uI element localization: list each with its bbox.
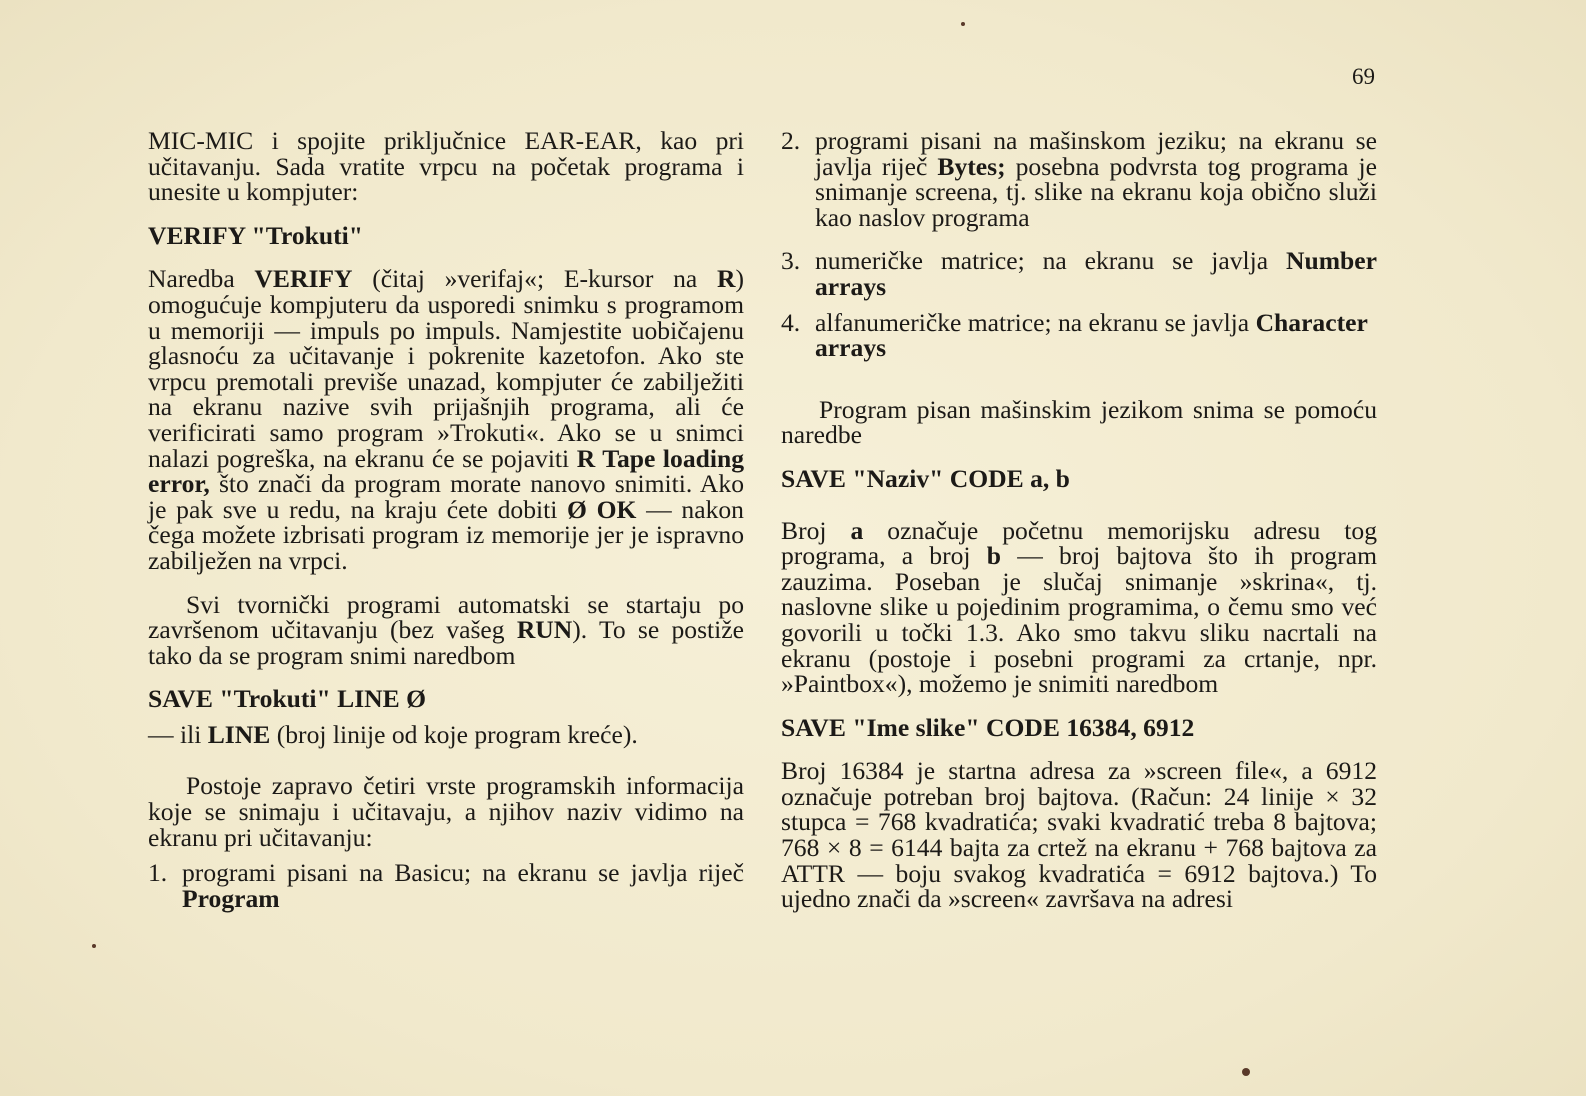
list-item: 1. programi pisani na Basicu; na ekranu se javlja riječ Program [148, 858, 744, 913]
list-item: 4. alfanumeričke matrice; na ekranu se javlja Character arrays [781, 307, 1368, 363]
command-verify: VERIFY "Trokuti" [148, 220, 363, 250]
command-save-code: SAVE "Naziv" CODE a, b [781, 463, 1070, 493]
list-item: 2. programi pisani na mašinskom jeziku; na ekranu se javlja riječ Bytes; posebna podvrsta tog programa je snimanje screena, tj. slike na ekranu koja obično služi kao naslov programa [781, 126, 1377, 232]
paragraph: Broj a označuje početnu memorijsku adresu tog programa, a broj b — broj bajtova što ih program zauzima. Poseban je slučaj snimanje »skrina«, tj. naslovne slike u pojedinim programima, o čemu smo već govorili u točki 1.3. Ako smo takvu sliku nacrtali na ekranu (postoje i posebni programi za crtanje, npr. »Paintbox«), možemo je snimiti naredbom [781, 515, 1377, 699]
command-save-line: SAVE "Trokuti" LINE Ø [148, 684, 427, 714]
paragraph: Broj 16384 je startna adresa za »screen file«, a 6912 označuje potreban broj bajtova. (Račun: 24 linije × 32 stupca = 768 kvadratića; svaki kvadratić treba 8 bajtova; 768 × 8 = 6144 bajta za crtež na ekranu + 768 bajtova za ATTR — boju svakog kvadratića = 6912 bajtova.) To ujedno znači da »screen« završava na adresi [781, 756, 1377, 914]
paragraph: Naredba VERIFY (čitaj »verifaj«; E-kursor na R) omogućuje kompjuteru da usporedi snimku s programom u memoriji — impuls po impuls. Namjestite uobičajenu glasnoću za učitavanje i pokrenite kazetofon. Ako ste vrpcu premotali previše unazad, kompjuter će zabilježiti na ekranu nazive svih prijašnjih programa, ali će verificirati samo program »Trokuti«. Ako se u snimci nalazi pogreška, na ekranu će se pojaviti R Tape loading error, što znači da program morate nanovo snimiti. Ako je pak sve u redu, na kraju ćete dobiti Ø OK — nakon čega možete izbrisati program iz memorije jer je ispravno zabilježen na vrpci. [148, 264, 745, 575]
paragraph: — ili LINE (broj linije od koje program kreće). [148, 719, 638, 749]
list-item: 3. numeričke matrice; na ekranu se javlja Number arrays [781, 246, 1377, 301]
left-column [148, 128, 744, 911]
paragraph: MIC-MIC i spojite priključnice EAR-EAR, kao pri učitavanju. Sada vratite vrpcu na početak programa i unesite u kompjuter: [148, 126, 744, 207]
paragraph: Postoje zapravo četiri vrste programskih informacija koje se snimaju i učitavaju, a njihov naziv vidimo na ekranu pri učitavanju: [148, 771, 744, 852]
right-column [781, 128, 1377, 912]
page-number: 69 [1352, 64, 1375, 89]
print-speck [1242, 1068, 1250, 1076]
print-speck [961, 22, 965, 26]
print-speck [92, 944, 96, 948]
paragraph: Program pisan mašinskim jezikom snima se pomoću naredbe [781, 394, 1377, 450]
paragraph: Svi tvornički programi automatski se startaju po završenom učitavanju (bez vašeg RUN). To se postiže tako da se program snimi naredbom [148, 589, 744, 670]
command-save-screen: SAVE "Ime slike" CODE 16384, 6912 [781, 712, 1195, 742]
